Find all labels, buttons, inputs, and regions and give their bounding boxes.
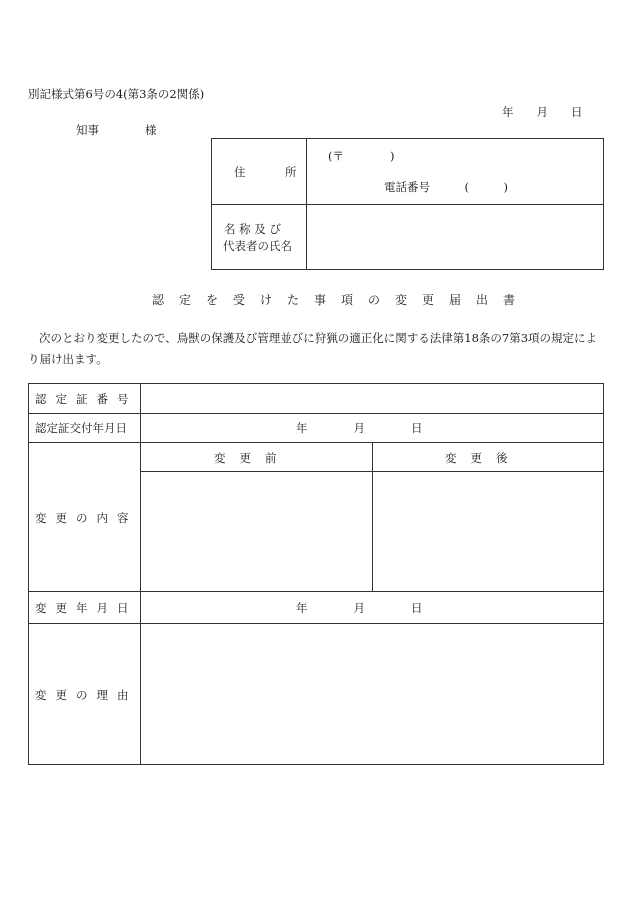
address-label: 住 所 <box>234 165 311 179</box>
postal-code-field[interactable]: (〒 ) <box>328 149 395 163</box>
phone-field[interactable]: 電話番号 ( ) <box>384 180 508 194</box>
cert-number-input[interactable] <box>146 386 600 410</box>
change-content-label: 変更の内容 <box>35 511 138 525</box>
name-label-line2: 代表者の氏名 <box>223 239 292 253</box>
form-reference: 別記様式第6号の4(第3条の2関係) <box>28 87 205 101</box>
document-title: 認定を受けた事項の変更届出書 <box>152 293 531 307</box>
change-reason-input[interactable] <box>144 627 600 761</box>
cert-date-label: 認定証交付年月日 <box>35 421 127 435</box>
change-date-value[interactable]: 年 月 日 <box>296 601 423 615</box>
submission-date: 年 月 日 <box>502 105 583 119</box>
after-content-input[interactable] <box>376 475 600 587</box>
cert-number-label: 認定証番号 <box>35 392 138 406</box>
change-date-label: 変更年月日 <box>35 601 138 615</box>
body-text: 次のとおり変更したので、鳥獣の保護及び管理並びに狩猟の適正化に関する法律第18条の7第3項の規定により届け出ます。 <box>28 331 598 366</box>
name-label-line1: 名 称 及 び <box>224 222 281 236</box>
before-header: 変更前 <box>214 451 291 465</box>
before-content-input[interactable] <box>144 475 368 587</box>
cert-date-value[interactable]: 年 月 日 <box>296 421 423 435</box>
addressee: 知事 様 <box>76 123 157 137</box>
change-reason-label: 変更の理由 <box>35 688 138 702</box>
after-header: 変更後 <box>445 451 522 465</box>
